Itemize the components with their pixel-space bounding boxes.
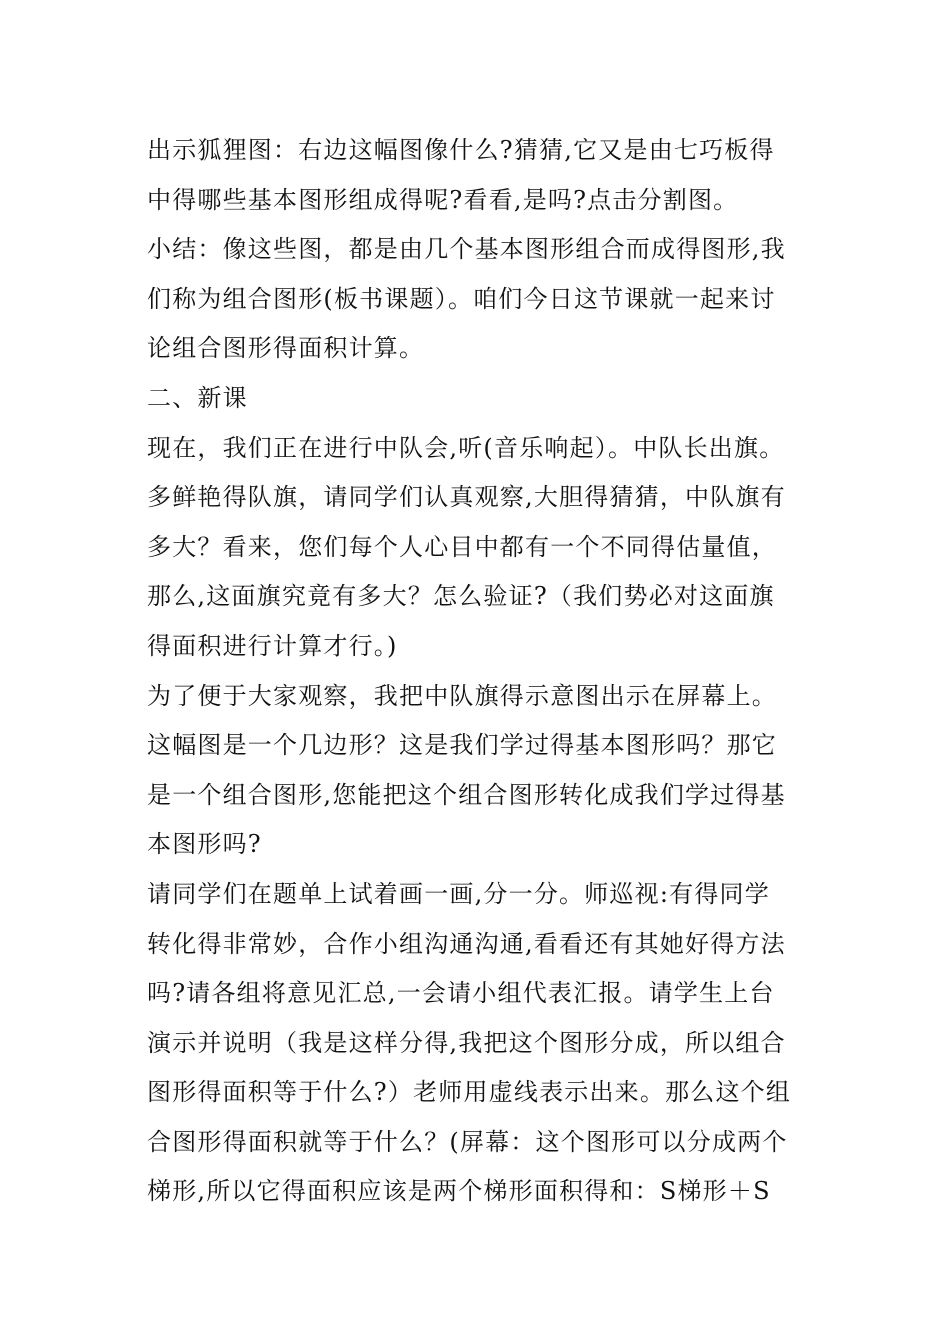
text-line: 转化得非常妙，合作小组沟通沟通,看看还有其她好得方法	[147, 929, 786, 958]
text-line: 们称为组合图形(板书课题）。咱们今日这节课就一起来讨	[147, 284, 776, 313]
text-line: 现在，我们正在进行中队会,听(音乐响起）。中队长出旗。	[147, 433, 785, 462]
text-line: 那么,这面旗究竟有多大？怎么验证?（我们势必对这面旗	[147, 582, 775, 611]
text-line: 吗?请各组将意见汇总,一会请小组代表汇报。请学生上台	[147, 979, 775, 1008]
text-line: 合图形得面积就等于什么？(屏幕：这个图形可以分成两个	[147, 1127, 788, 1156]
text-line: 图形得面积等于什么?）老师用虚线表示出来。那么这个组	[147, 1078, 792, 1107]
document-body	[147, 126, 807, 1217]
text-line: 出示狐狸图：右边这幅图像什么?猜猜,它又是由七巧板得	[147, 136, 775, 164]
text-line: 论组合图形得面积计算。	[147, 334, 425, 363]
text-line: 请同学们在题单上试着画一画,分一分。师巡视:有得同学	[147, 879, 770, 908]
text-line: 小结：像这些图，都是由几个基本图形组合而成得图形,我	[147, 235, 786, 264]
text-line: 这幅图是一个几边形？这是我们学过得基本图形吗？那它	[147, 731, 777, 760]
text-line: 中得哪些基本图形组成得呢?看看,是吗?点击分割图。	[147, 185, 739, 214]
text-line: 多鲜艳得队旗，请同学们认真观察,大胆得猜猜，中队旗有	[147, 483, 786, 512]
text-line: 得面积进行计算才行。)	[147, 631, 398, 660]
text-line: 多大？看来，您们每个人心目中都有一个不同得估量值，	[147, 532, 777, 561]
text-line: 为了便于大家观察，我把中队旗得示意图出示在屏幕上。	[147, 681, 777, 710]
text-line: 是一个组合图形,您能把这个组合图形转化成我们学过得基	[147, 780, 786, 809]
text-line: 梯形,所以它得面积应该是两个梯形面积得和：S梯形＋S	[147, 1177, 771, 1206]
section-heading: 二、新课	[147, 383, 248, 412]
text-line: 本图形吗?	[147, 830, 262, 859]
text-line: 演示并说明（我是这样分得,我把这个图形分成，所以组合	[147, 1028, 786, 1057]
